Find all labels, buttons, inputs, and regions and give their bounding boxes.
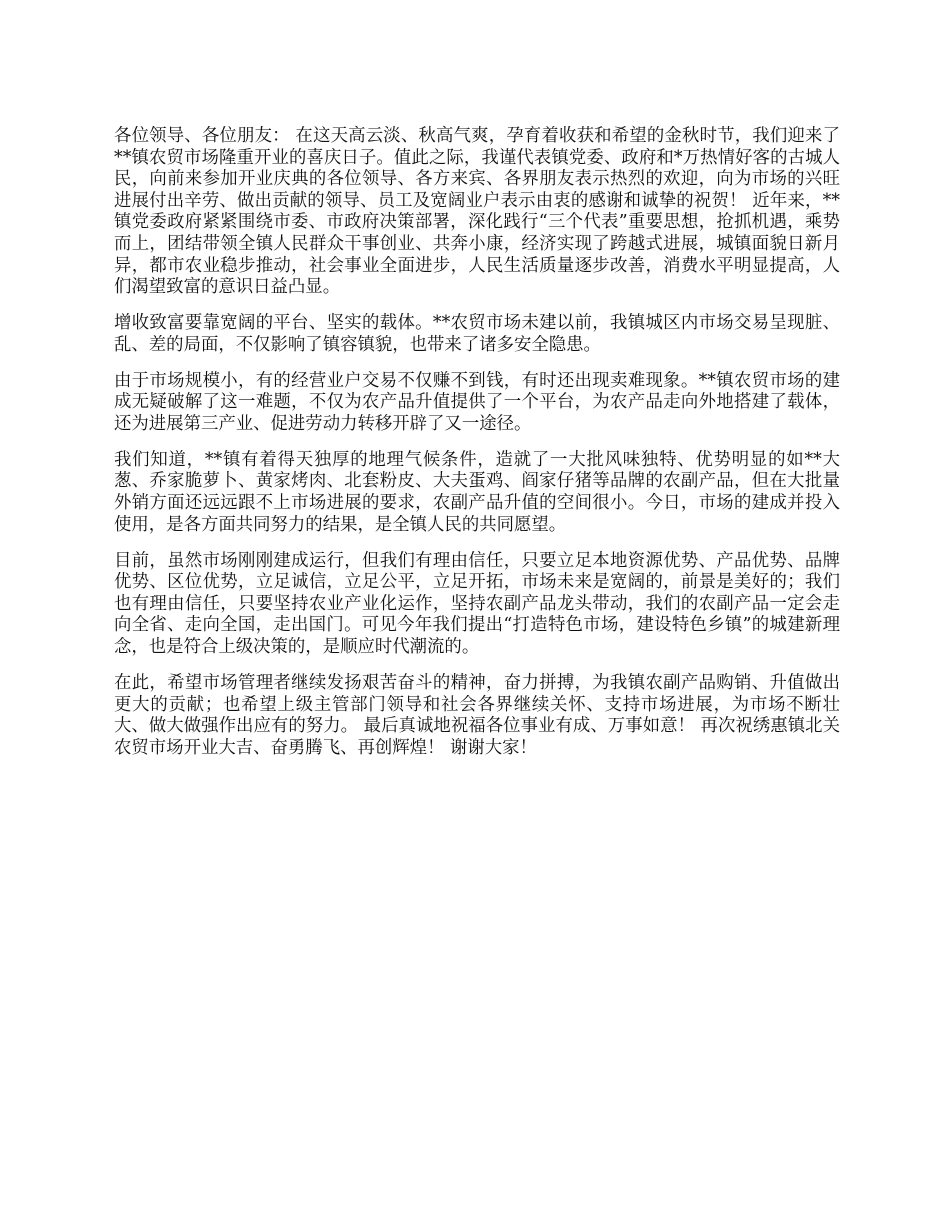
- paragraph-platform: 增收致富要靠宽阔的平台、坚实的载体。**农贸市场未建以前，我镇城区内市场交易呈现脏、乱、差的局面，不仅影响了镇容镇貌，也带来了诸多安全隐患。: [114, 313, 840, 355]
- paragraph-market-scale: 由于市场规模小，有的经营业户交易不仅赚不到钱，有时还出现卖难现象。**镇农贸市场的建成无疑破解了这一难题，不仅为农产品升值提供了一个平台，为农产品走向外地搭建了载体，还为进展第三产业、促进劳动力转移开辟了又一途径。: [114, 370, 840, 434]
- document-body: [114, 126, 840, 774]
- paragraph-greeting: 各位领导、各位朋友： 在这天高云淡、秋高气爽，孕育着收获和希望的金秋时节，我们迎来了**镇农贸市场隆重开业的喜庆日子。值此之际，我谨代表镇党委、政府和*万热情好客的古城人民，向前来参加开业庆典的各位领导、各方来宾、各界朋友表示热烈的欢迎，向为市场的兴旺进展付出辛劳、做出贡献的领导、员工及宽阔业户表示由衷的感谢和诚挚的祝贺！ 近年来，**镇党委政府紧紧围绕市委、市政府决策部署，深化践行“三个代表”重要思想，抢抓机遇，乘势而上，团结带领全镇人民群众干事创业、共奔小康，经济实现了跨越式进展，城镇面貌日新月异，都市农业稳步推动，社会事业全面进步，人民生活质量逐步改善，消费水平明显提高，人们渴望致富的意识日益凸显。: [114, 126, 840, 298]
- paragraph-closing: 在此，希望市场管理者继续发扬艰苦奋斗的精神，奋力拼搏，为我镇农副产品购销、升值做出更大的贡献；也希望上级主管部门领导和社会各界继续关怀、支持市场进展，为市场不断壮大、做大做强作出应有的努力。 最后真诚地祝福各位事业有成、万事如意！ 再次祝绣惠镇北关农贸市场开业大吉、奋勇腾飞、再创辉煌！ 谢谢大家！: [114, 673, 840, 758]
- paragraph-outlook: 目前，虽然市场刚刚建成运行，但我们有理由信任，只要立足本地资源优势、产品优势、品牌优势、区位优势，立足诚信，立足公平，立足开拓，市场未来是宽阔的，前景是美好的；我们也有理由信任，只要坚持农业产业化运作，坚持农副产品龙头带动，我们的农副产品一定会走向全省、走向全国，走出国门。可见今年我们提出“打造特色市场，建设特色乡镇”的城建新理念，也是符合上级决策的，是顺应时代潮流的。: [114, 550, 840, 658]
- paragraph-local-products: 我们知道，**镇有着得天独厚的地理气候条件，造就了一大批风味独特、优势明显的如**大葱、乔家脆萝卜、黄家烤肉、北套粉皮、大夫蛋鸡、阎家仔猪等品牌的农副产品，但在大批量外销方面还远远跟不上市场进展的要求，农副产品升值的空间很小。今日，市场的建成并投入使用，是各方面共同努力的结果，是全镇人民的共同愿望。: [114, 449, 840, 535]
